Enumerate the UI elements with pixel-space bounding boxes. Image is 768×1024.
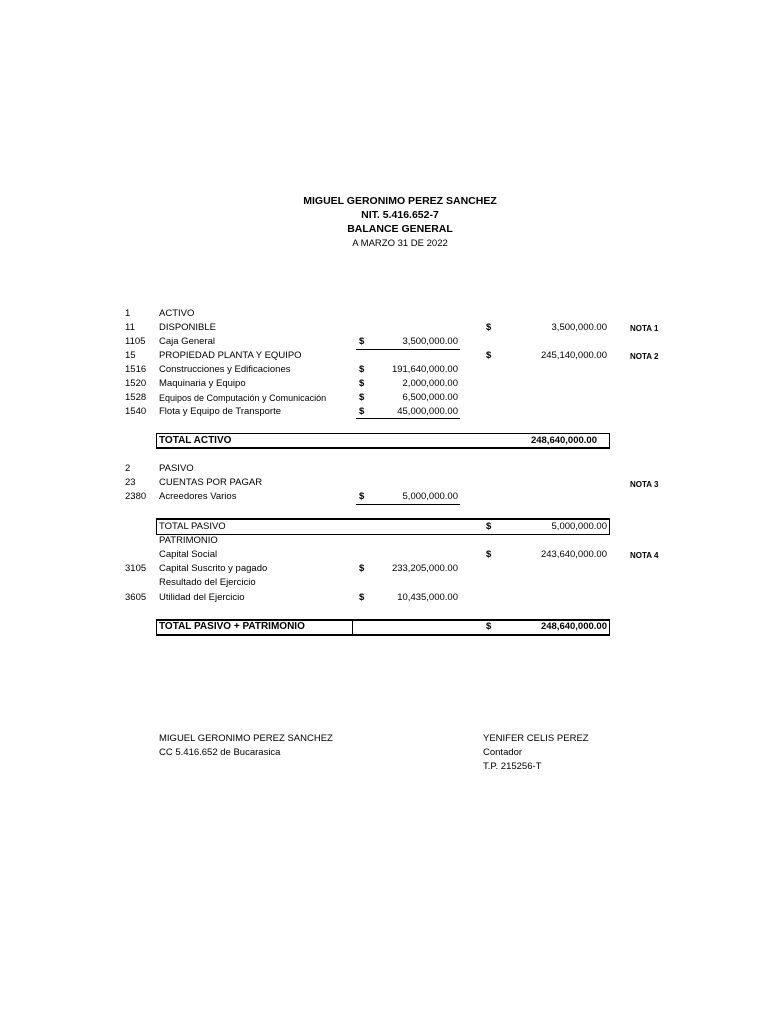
currency-sign: $ xyxy=(486,621,492,632)
signature-accountant-name: YENIFER CELIS PEREZ xyxy=(483,733,589,744)
account-code: 2380 xyxy=(125,491,147,502)
group-amount: 243,640,000.00 xyxy=(540,549,607,560)
currency-sign: $ xyxy=(486,350,492,361)
account-name: PASIVO xyxy=(159,463,194,474)
account-name: Caja General xyxy=(159,336,215,347)
account-code: 15 xyxy=(125,350,136,361)
total-amount: 248,640,000.00 xyxy=(540,621,607,632)
total-amount: 248,640,000.00 xyxy=(530,435,597,446)
account-name: ACTIVO xyxy=(159,308,195,319)
note-label: NOTA 2 xyxy=(630,352,659,361)
account-code: 23 xyxy=(125,477,136,488)
account-amount: 6,500,000.00 xyxy=(402,392,458,403)
currency-sign: $ xyxy=(359,364,365,375)
total-box-left xyxy=(156,518,157,535)
total-box-right xyxy=(609,518,610,535)
account-name: Acreedores Varios xyxy=(159,491,237,502)
total-box-left xyxy=(156,433,157,448)
account-amount: 191,640,000.00 xyxy=(391,364,458,375)
total-label: TOTAL PASIVO + PATRIMONIO xyxy=(159,621,305,632)
signature-accountant-role: Contador xyxy=(483,747,523,758)
account-amount: 233,205,000.00 xyxy=(391,563,458,574)
currency-sign: $ xyxy=(486,322,492,333)
total-box-right xyxy=(609,619,610,636)
account-code: 1105 xyxy=(125,336,146,347)
total-box-bottom xyxy=(156,534,610,535)
underline xyxy=(356,418,460,419)
total-box-top xyxy=(156,433,610,434)
total-box-top xyxy=(156,518,610,520)
account-name: Construcciones y Edificaciones xyxy=(159,364,291,375)
group-amount: 3,500,000.00 xyxy=(551,322,607,333)
account-code: 1516 xyxy=(125,364,147,375)
report-date: A MARZO 31 DE 2022 xyxy=(352,238,448,249)
account-name: Capital Suscrito y pagado xyxy=(159,563,268,574)
account-code: 1540 xyxy=(125,406,147,417)
account-code: 11 xyxy=(125,322,135,333)
account-amount: 2,000,000.00 xyxy=(402,378,458,389)
account-name: Equipos de Computación y Comunicación xyxy=(159,393,327,403)
currency-sign: $ xyxy=(359,406,365,417)
account-amount: 5,000,000.00 xyxy=(402,491,458,502)
account-code: 3105 xyxy=(125,563,147,574)
total-box-divider xyxy=(352,619,353,636)
account-amount: 10,435,000.00 xyxy=(397,592,458,603)
company-name: MIGUEL GERONIMO PEREZ SANCHEZ xyxy=(303,195,497,207)
account-code: 2 xyxy=(125,463,131,474)
signature-accountant-tp: T.P. 215256-T xyxy=(483,761,542,772)
account-code: 1520 xyxy=(125,378,147,389)
account-name: Maquinaria y Equipo xyxy=(159,378,246,389)
account-name: PROPIEDAD PLANTA Y EQUIPO xyxy=(159,350,302,361)
account-amount: 3,500,000.00 xyxy=(402,336,458,347)
currency-sign: $ xyxy=(359,592,365,603)
account-name: Utilidad del Ejercicio xyxy=(159,592,245,603)
total-label: TOTAL PASIVO xyxy=(159,521,226,532)
currency-sign: $ xyxy=(359,392,365,403)
account-name: Flota y Equipo de Transporte xyxy=(159,406,281,417)
account-amount: 45,000,000.00 xyxy=(397,406,458,417)
note-label: NOTA 3 xyxy=(630,480,659,489)
underline xyxy=(356,504,460,505)
total-box-left xyxy=(156,619,157,636)
total-box-right xyxy=(609,433,610,448)
account-name: PATRIMONIO xyxy=(159,535,218,546)
currency-sign: $ xyxy=(486,521,492,532)
account-name: CUENTAS POR PAGAR xyxy=(159,477,263,488)
currency-sign: $ xyxy=(359,336,365,347)
account-name: Resultado del Ejercicio xyxy=(159,577,256,588)
account-name: DISPONIBLE xyxy=(159,322,217,333)
account-code: 1528 xyxy=(125,392,147,403)
currency-sign: $ xyxy=(486,549,492,560)
total-amount: 5,000,000.00 xyxy=(551,521,607,532)
group-amount: 245,140,000.00 xyxy=(540,350,607,361)
total-box-bottom xyxy=(156,634,610,636)
note-label: NOTA 1 xyxy=(630,324,659,333)
nit-number: NIT. 5.416.652-7 xyxy=(361,209,439,221)
report-title: BALANCE GENERAL xyxy=(347,223,453,235)
signature-owner-id: CC 5.416.652 de Bucarasica xyxy=(159,747,281,758)
account-name: Capital Social xyxy=(159,549,218,560)
total-box-bottom xyxy=(156,447,610,449)
underline xyxy=(356,349,460,350)
signature-owner-name: MIGUEL GERONIMO PEREZ SANCHEZ xyxy=(159,733,333,744)
currency-sign: $ xyxy=(359,378,365,389)
currency-sign: $ xyxy=(359,491,365,502)
total-label: TOTAL ACTIVO xyxy=(159,435,232,446)
account-code: 1 xyxy=(125,308,131,319)
account-code: 3605 xyxy=(125,592,147,603)
currency-sign: $ xyxy=(359,563,365,574)
note-label: NOTA 4 xyxy=(630,551,659,560)
